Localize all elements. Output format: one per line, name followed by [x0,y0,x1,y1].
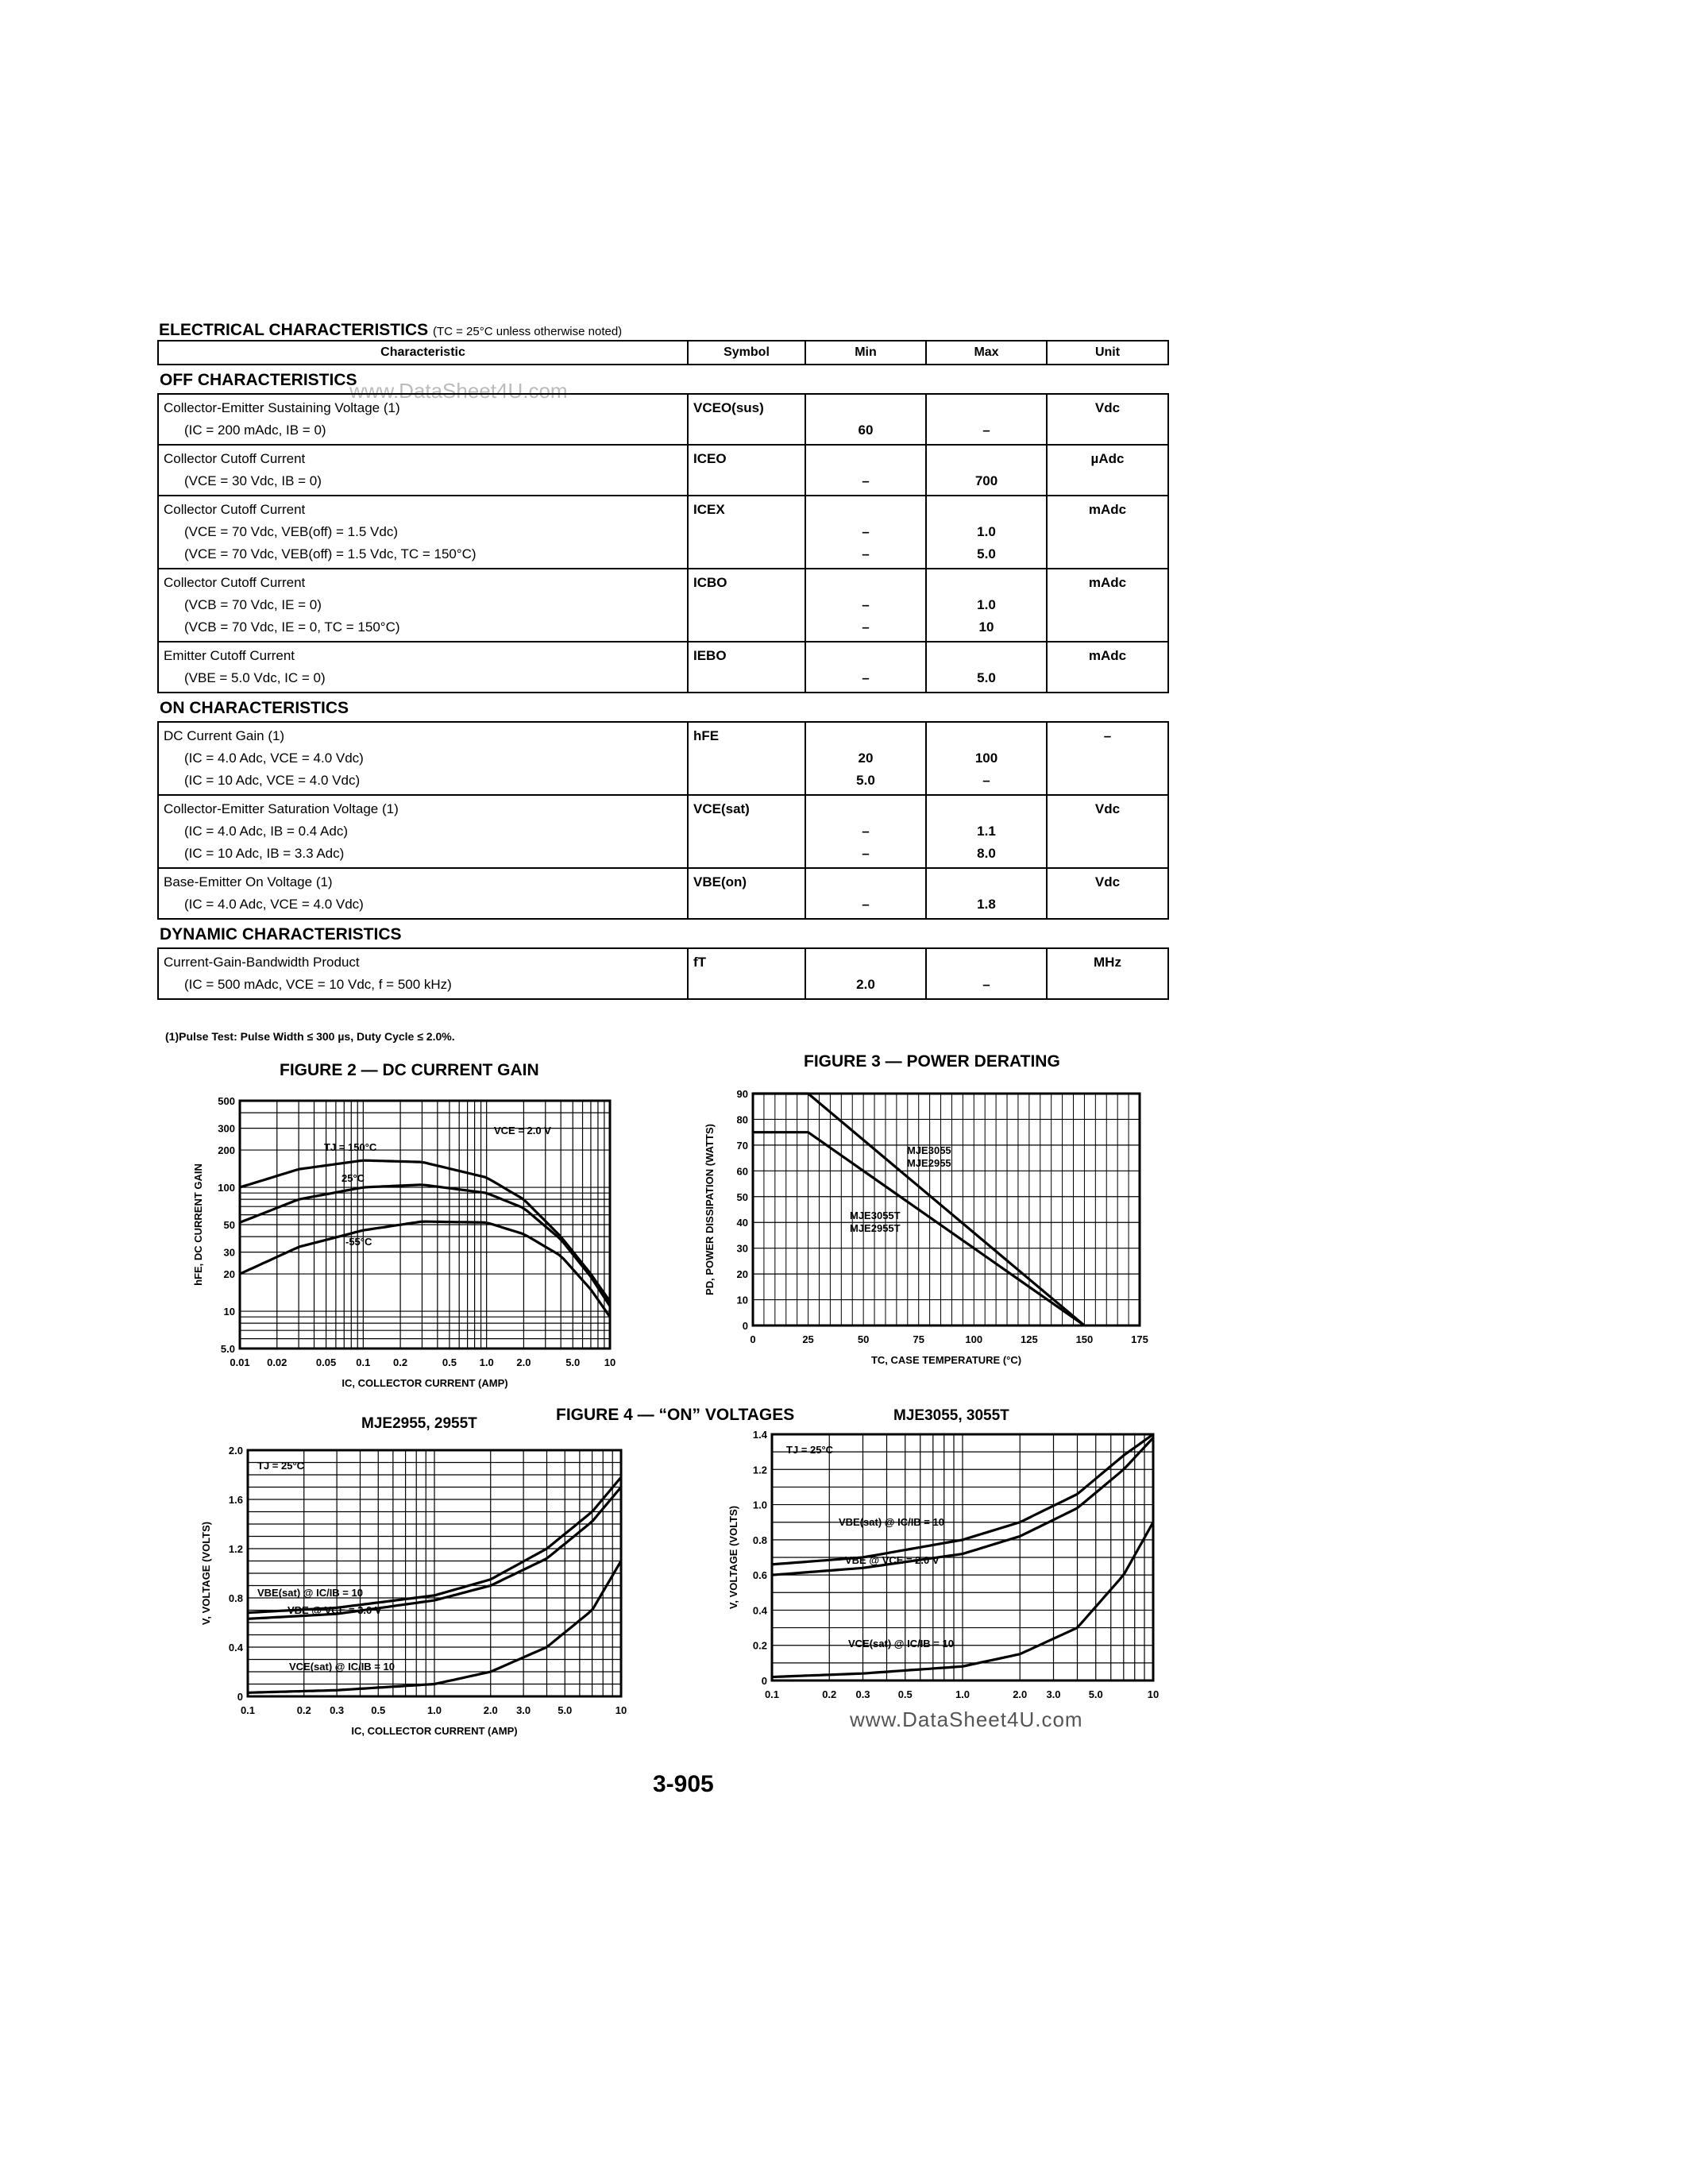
min-value: 60 [858,423,874,438]
symbol-cell: VCEO(sus) [688,394,805,445]
max-cell [926,445,1047,496]
characteristic-cell [158,795,688,868]
y-tick-label: 10 [223,1306,235,1318]
series-label: MJE3055T [850,1210,901,1221]
y-axis-label: V, VOLTAGE (VOLTS) [727,1505,739,1610]
x-tick-label: 2.0 [1013,1688,1028,1700]
table-row [158,445,1168,496]
test-condition: (IC = 4.0 Adc, IB = 0.4 Adc) [184,824,349,839]
max-cell [926,569,1047,642]
max-value: 1.0 [977,597,996,612]
y-tick-label: 0.4 [752,1604,767,1617]
min-value: – [862,597,870,612]
x-tick-label: 5.0 [565,1356,581,1368]
x-tick-label: 150 [1075,1333,1094,1345]
y-tick-label: 0 [237,1691,243,1703]
series-label: -55°C [345,1236,372,1248]
y-tick-label: 1.2 [228,1543,243,1555]
x-tick-label: 75 [913,1333,924,1345]
symbol-cell: IEBO [688,642,805,693]
max-value: 100 [974,751,998,766]
max-value: – [982,977,990,992]
x-tick-label: 0.2 [822,1688,837,1700]
min-value: – [862,473,870,488]
test-condition: (VCE = 70 Vdc, VEB(off) = 1.5 Vdc, TC = 150°C) [184,546,477,561]
y-tick-label: 1.6 [228,1494,243,1506]
x-tick-label: 5.0 [558,1704,573,1716]
y-tick-label: 10 [736,1294,748,1306]
figure4a-subtitle: MJE2955, 2955T [361,1415,477,1432]
section-row [158,365,1168,394]
characteristic-cell [158,496,688,569]
section-row [158,919,1168,948]
y-tick-label: 300 [218,1122,235,1135]
footnote: (1)Pulse Test: Pulse Width ≤ 300 µs, Duty Cycle ≤ 2.0%. [165,1030,455,1043]
table-row [158,795,1168,868]
min-cell [805,868,926,919]
max-value: 5.0 [977,546,996,561]
x-tick-label: 0.5 [442,1356,457,1368]
y-tick-label: 80 [736,1113,748,1126]
x-tick-label: 0.01 [230,1356,250,1368]
x-tick-label: 1.0 [479,1356,494,1368]
y-tick-label: 30 [223,1246,235,1259]
series-line [240,1185,610,1306]
y-tick-label: 0.6 [752,1569,767,1582]
characteristic-name: DC Current Gain (1) [164,728,285,743]
x-tick-label: 1.0 [955,1688,970,1700]
max-cell [926,496,1047,569]
test-condition: (VBE = 5.0 Vdc, IC = 0) [184,670,326,685]
unit-cell: Vdc [1047,868,1168,919]
unit-cell: MHz [1047,948,1168,999]
y-tick-label: 90 [736,1088,748,1100]
grid-lines [772,1434,1153,1680]
y-tick-label: 1.0 [752,1499,767,1511]
table-body [158,365,1168,999]
max-value: – [982,423,990,438]
y-tick-label: 0.8 [228,1592,243,1604]
x-tick-label: 0.1 [356,1356,371,1368]
x-tick-label: 0.5 [371,1704,386,1716]
y-tick-label: 40 [736,1217,748,1229]
characteristic-cell [158,868,688,919]
chart-annotation: VCE = 2.0 V [494,1125,551,1136]
y-tick-label: 0.4 [228,1642,243,1653]
test-condition: (IC = 10 Adc, IB = 3.3 Adc) [184,846,345,861]
y-tick-label: 2.0 [228,1445,243,1457]
max-value: 1.1 [977,824,996,839]
x-axis-label: TC, CASE TEMPERATURE (°C) [870,1354,1022,1366]
max-cell [926,394,1047,445]
title-condition: (TC = 25°C unless otherwise noted) [432,325,623,338]
figure3-title: FIGURE 3 — POWER DERATING [804,1052,1060,1071]
y-tick-label: 0 [761,1675,767,1687]
unit-cell: Vdc [1047,795,1168,868]
y-axis-label: V, VOLTAGE (VOLTS) [200,1521,212,1626]
y-tick-label: 500 [218,1095,235,1107]
x-tick-label: 0.1 [764,1688,780,1700]
x-tick-label: 175 [1131,1333,1148,1345]
x-tick-label: 0.05 [315,1356,337,1368]
series-label: VCE(sat) @ IC/IB = 10 [848,1638,954,1650]
symbol-cell: ICEX [688,496,805,569]
characteristic-cell [158,642,688,693]
y-tick-label: 60 [736,1165,748,1178]
min-value: – [862,824,870,839]
y-tick-label: 20 [736,1268,748,1281]
figure4b-on-voltages-chart [723,1422,1175,1723]
characteristic-name: Collector-Emitter Saturation Voltage (1) [164,801,399,816]
x-tick-label: 2.0 [516,1356,531,1368]
y-tick-label: 50 [223,1219,235,1231]
min-value: 2.0 [856,977,875,992]
min-cell [805,445,926,496]
table-header-row [158,341,1168,365]
y-tick-label: 70 [736,1139,748,1152]
figure2-dc-current-gain-chart [183,1088,643,1398]
x-tick-label: 3.0 [516,1704,531,1716]
max-value: 5.0 [977,670,996,685]
unit-cell: mAdc [1047,569,1168,642]
watermark-top: www.DataSheet4U.com [349,379,568,403]
x-tick-label: 0.3 [330,1704,345,1716]
characteristic-name: Collector Cutoff Current [164,575,306,590]
unit-cell: – [1047,722,1168,795]
max-cell [926,642,1047,693]
min-cell [805,569,926,642]
max-cell [926,795,1047,868]
x-tick-label: 0.3 [855,1688,870,1700]
min-value: – [862,619,870,635]
test-condition: (VCE = 30 Vdc, IB = 0) [184,473,322,488]
min-cell [805,795,926,868]
test-condition: (VCB = 70 Vdc, IE = 0, TC = 150°C) [184,619,400,635]
watermark-bottom: www.DataSheet4U.com [850,1707,1083,1731]
x-tick-label: 0.1 [240,1704,256,1716]
min-value: 5.0 [856,773,875,788]
section-heading: ON CHARACTERISTICS [160,699,349,717]
characteristic-name: Base-Emitter On Voltage (1) [164,874,333,889]
y-tick-label: 200 [218,1144,235,1157]
x-tick-label: 0.5 [897,1688,913,1700]
table-row [158,868,1168,919]
series-label: TJ = 150°C [324,1141,377,1153]
symbol-cell: ICBO [688,569,805,642]
series-label: VBE(sat) @ IC/IB = 10 [839,1516,944,1528]
unit-cell: mAdc [1047,642,1168,693]
max-cell [926,868,1047,919]
figure4b-subtitle: MJE3055, 3055T [893,1407,1009,1424]
figure4-title: FIGURE 4 — “ON” VOLTAGES [556,1406,795,1424]
test-condition: (VCE = 70 Vdc, VEB(off) = 1.5 Vdc) [184,524,398,539]
series-label: VBE(sat) @ IC/IB = 10 [257,1587,363,1599]
characteristic-name: Emitter Cutoff Current [164,648,295,663]
test-condition: (IC = 4.0 Adc, VCE = 4.0 Vdc) [184,751,364,766]
x-tick-label: 0 [750,1333,756,1345]
unit-cell: µAdc [1047,445,1168,496]
series-label: 25°C [342,1172,365,1184]
figure2-title: FIGURE 2 — DC CURRENT GAIN [280,1061,539,1079]
max-cell [926,722,1047,795]
series-label: VBE @ VCE = 3.0 V [287,1604,382,1616]
y-tick-label: 1.2 [752,1464,767,1476]
unit-cell: Vdc [1047,394,1168,445]
table-row [158,722,1168,795]
min-cell [805,642,926,693]
x-tick-label: 2.0 [483,1704,498,1716]
min-value: – [862,670,870,685]
min-value: 20 [858,751,874,766]
x-tick-label: 0.02 [267,1356,287,1368]
min-value: – [862,546,870,561]
x-tick-label: 100 [965,1333,983,1345]
col-header: Unit [1047,341,1168,365]
max-value: 700 [974,473,998,488]
table-row [158,394,1168,445]
y-tick-label: 50 [736,1190,748,1203]
characteristic-name: Collector-Emitter Sustaining Voltage (1) [164,400,400,415]
col-header: Max [926,341,1047,365]
y-axis-label: hFE, DC CURRENT GAIN [192,1163,204,1286]
x-tick-label: 10 [615,1704,627,1716]
table-row [158,496,1168,569]
characteristic-cell [158,722,688,795]
characteristic-name: Collector Cutoff Current [164,451,306,466]
series-label: MJE2955 [907,1157,951,1169]
symbol-cell: VCE(sat) [688,795,805,868]
col-header: Characteristic [158,341,688,365]
characteristic-cell [158,948,688,999]
grid-lines [248,1450,621,1696]
symbol-cell: VBE(on) [688,868,805,919]
x-tick-label: 25 [802,1333,814,1345]
y-tick-label: 20 [223,1268,235,1281]
series-label: VBE @ VCE = 2.0 V [845,1554,940,1566]
unit-cell: mAdc [1047,496,1168,569]
section-heading: DYNAMIC CHARACTERISTICS [160,925,402,943]
x-tick-label: 0.2 [393,1356,408,1368]
series-line [240,1160,610,1302]
min-cell [805,948,926,999]
characteristic-name: Current-Gain-Bandwidth Product [164,955,360,970]
x-axis-label: IC, COLLECTOR CURRENT (AMP) [342,1377,508,1389]
test-condition: (VCB = 70 Vdc, IE = 0) [184,597,322,612]
min-value: – [862,846,870,861]
figure3-power-derating-chart [699,1084,1175,1370]
max-value: 10 [978,619,994,635]
characteristic-cell [158,445,688,496]
symbol-cell: fT [688,948,805,999]
symbol-cell: hFE [688,722,805,795]
col-header: Min [805,341,926,365]
test-condition: (IC = 200 mAdc, IB = 0) [184,423,326,438]
max-value: 8.0 [977,846,996,861]
grid-lines [240,1101,610,1349]
series-line [240,1221,610,1317]
min-cell [805,394,926,445]
max-value: – [982,773,990,788]
figure4a-on-voltages-chart [191,1430,635,1747]
symbol-cell: ICEO [688,445,805,496]
table-row [158,948,1168,999]
electrical-characteristics-table [157,340,1169,1000]
max-value: 1.8 [977,897,996,912]
test-condition: (IC = 10 Adc, VCE = 4.0 Vdc) [184,773,361,788]
chart-annotation: TJ = 25°C [786,1444,834,1456]
x-tick-label: 0.2 [296,1704,311,1716]
y-tick-label: 1.4 [752,1429,767,1441]
table-row [158,569,1168,642]
min-cell [805,722,926,795]
y-tick-label: 100 [218,1182,235,1194]
x-tick-label: 5.0 [1088,1688,1103,1700]
y-axis-label: PD, POWER DISSIPATION (WATTS) [704,1124,716,1295]
series-label: MJE3055 [907,1144,951,1156]
characteristic-cell [158,394,688,445]
page-number: 3-905 [653,1771,714,1797]
min-cell [805,496,926,569]
chart-annotation: TJ = 25°C [257,1460,305,1472]
max-cell [926,948,1047,999]
test-condition: (IC = 4.0 Adc, VCE = 4.0 Vdc) [184,897,364,912]
x-tick-label: 125 [1021,1333,1038,1345]
characteristic-name: Collector Cutoff Current [164,502,306,517]
x-tick-label: 10 [604,1356,616,1368]
section-row [158,693,1168,722]
electrical-characteristics-title [159,321,622,340]
x-axis-label: IC, COLLECTOR CURRENT (AMP) [351,1725,518,1737]
y-tick-label: 0 [742,1320,748,1332]
test-condition: (IC = 500 mAdc, VCE = 10 Vdc, f = 500 kHz) [184,977,452,992]
min-value: – [862,897,870,912]
x-tick-label: 50 [857,1333,870,1345]
min-value: – [862,524,870,539]
series-label: MJE2955T [850,1222,901,1234]
title-text: ELECTRICAL CHARACTERISTICS [159,321,429,339]
y-tick-label: 0.2 [752,1639,767,1652]
max-value: 1.0 [977,524,996,539]
x-tick-label: 3.0 [1046,1688,1061,1700]
x-tick-label: 10 [1147,1688,1160,1700]
table-row [158,642,1168,693]
y-tick-label: 30 [736,1242,748,1255]
y-tick-label: 0.8 [752,1534,767,1546]
section-heading: OFF CHARACTERISTICS [160,371,357,389]
x-tick-label: 1.0 [426,1704,442,1716]
series-label: VCE(sat) @ IC/IB = 10 [289,1661,395,1673]
characteristic-cell [158,569,688,642]
y-tick-label: 5.0 [220,1343,235,1355]
col-header: Symbol [688,341,805,365]
